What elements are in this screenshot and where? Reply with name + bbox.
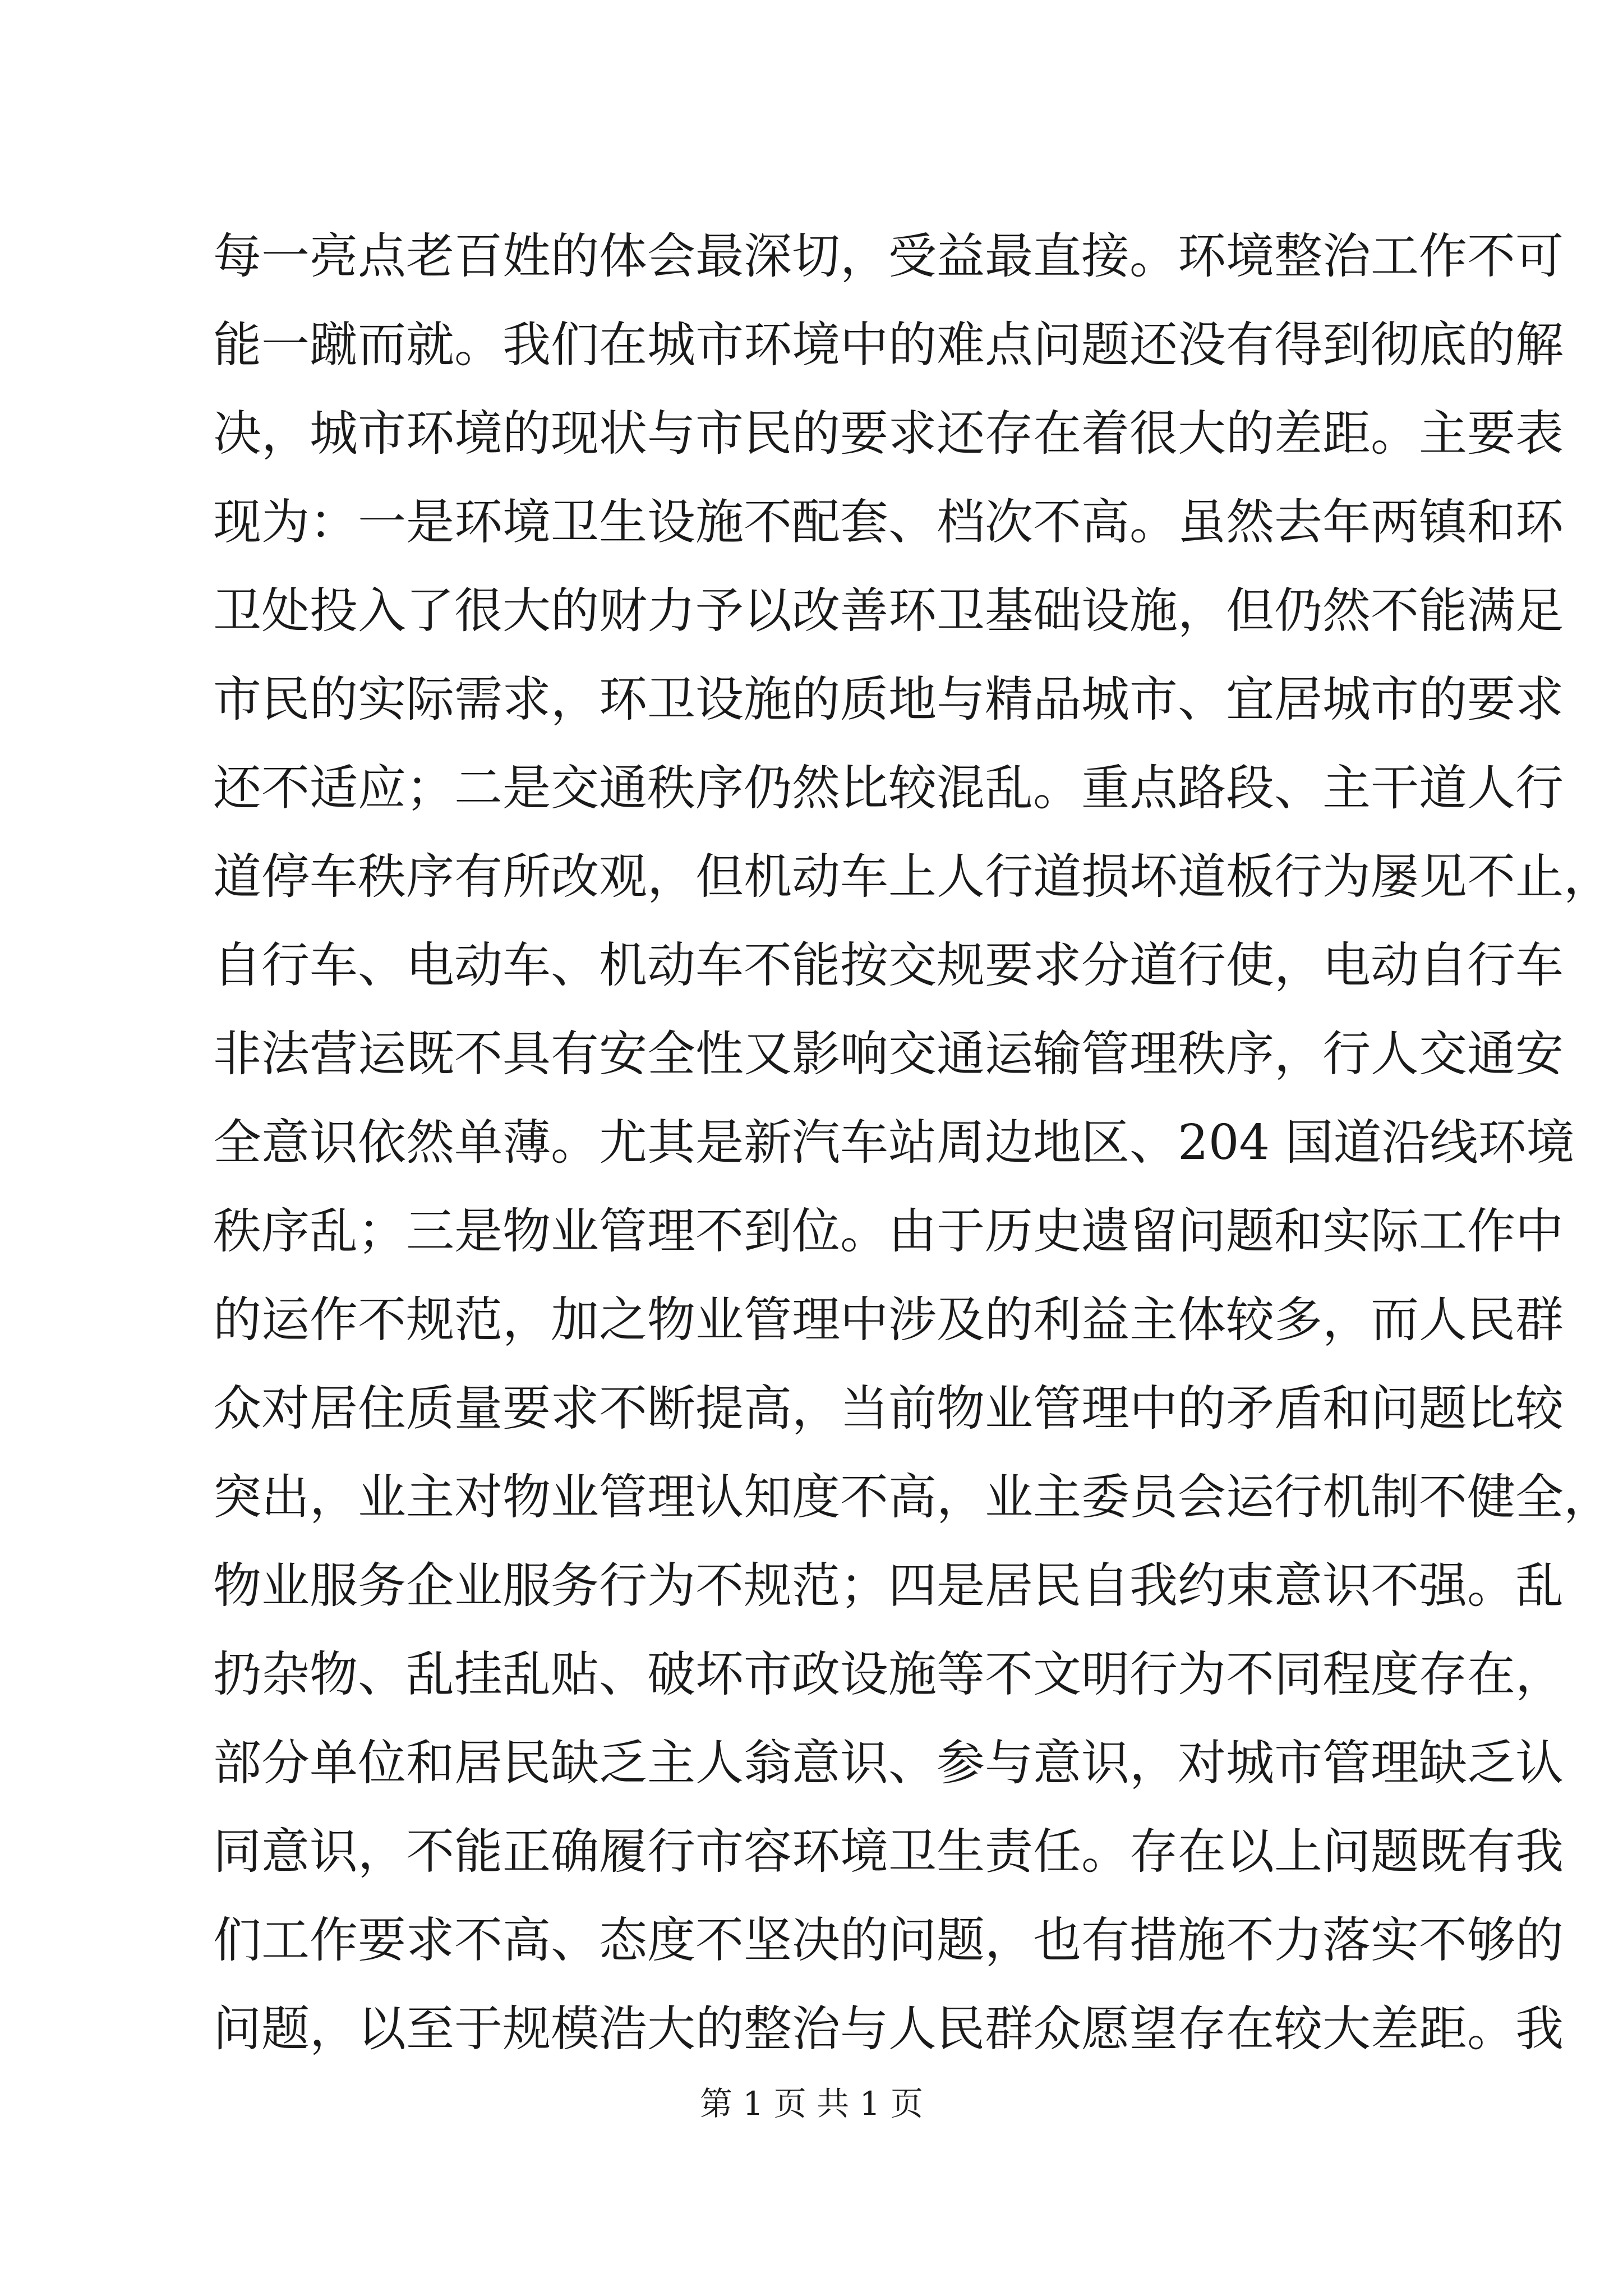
text-line: 决，城市环境的现状与市民的要求还存在着很大的差距。主要表 — [213, 406, 1564, 462]
text-line: 自行车、电动车、机动车不能按交规要求分道行使，电动自行车 — [213, 937, 1564, 993]
text-line: 同意识，不能正确履行市容环境卫生责任。存在以上问题既有我 — [213, 1824, 1564, 1880]
text-line: 卫处投入了很大的财力予以改善环卫基础设施，但仍然不能满足 — [213, 583, 1564, 639]
text-line: 问题，以至于规模浩大的整治与人民群众愿望存在较大差距。我 — [213, 2001, 1564, 2057]
text-line: 们工作要求不高、态度不坚决的问题，也有措施不力落实不够的 — [213, 1912, 1564, 1968]
text-line: 每一亮点老百姓的体会最深切，受益最直接。环境整治工作不可 — [213, 228, 1564, 284]
text-line: 能一蹴而就。我们在城市环境中的难点问题还没有得到彻底的解 — [213, 317, 1564, 373]
text-line: 部分单位和居民缺乏主人翁意识、参与意识，对城市管理缺乏认 — [213, 1735, 1564, 1791]
text-line: 市民的实际需求，环卫设施的质地与精品城市、宜居城市的要求 — [213, 671, 1564, 728]
page-number-footer: 第 1 页 共 1 页 — [700, 2085, 923, 2123]
text-line: 现为：一是环境卫生设施不配套、档次不高。虽然去年两镇和环 — [213, 494, 1564, 550]
text-line: 秩序乱；三是物业管理不到位。由于历史遗留问题和实际工作中 — [213, 1203, 1564, 1259]
text-line: 的运作不规范，加之物业管理中涉及的利益主体较多，而人民群 — [213, 1292, 1564, 1348]
text-line: 全意识依然单薄。尤其是新汽车站周边地区、204 国道沿线环境 — [213, 1115, 1575, 1171]
text-line: 突出，业主对物业管理认知度不高，业主委员会运行机制不健全， — [213, 1469, 1612, 1525]
text-line: 物业服务企业服务行为不规范；四是居民自我约束意识不强。乱 — [213, 1558, 1564, 1614]
text-line: 非法营运既不具有安全性又影响交通运输管理秩序，行人交通安 — [213, 1026, 1564, 1082]
text-line: 道停车秩序有所改观，但机动车上人行道损坏道板行为屡见不止， — [213, 849, 1612, 905]
text-line: 众对居住质量要求不断提高，当前物业管理中的矛盾和问题比较 — [213, 1381, 1564, 1437]
text-line: 扔杂物、乱挂乱贴、破坏市政设施等不文明行为不同程度存在， — [213, 1646, 1564, 1703]
text-line: 还不适应；二是交通秩序仍然比较混乱。重点路段、主干道人行 — [213, 760, 1564, 816]
